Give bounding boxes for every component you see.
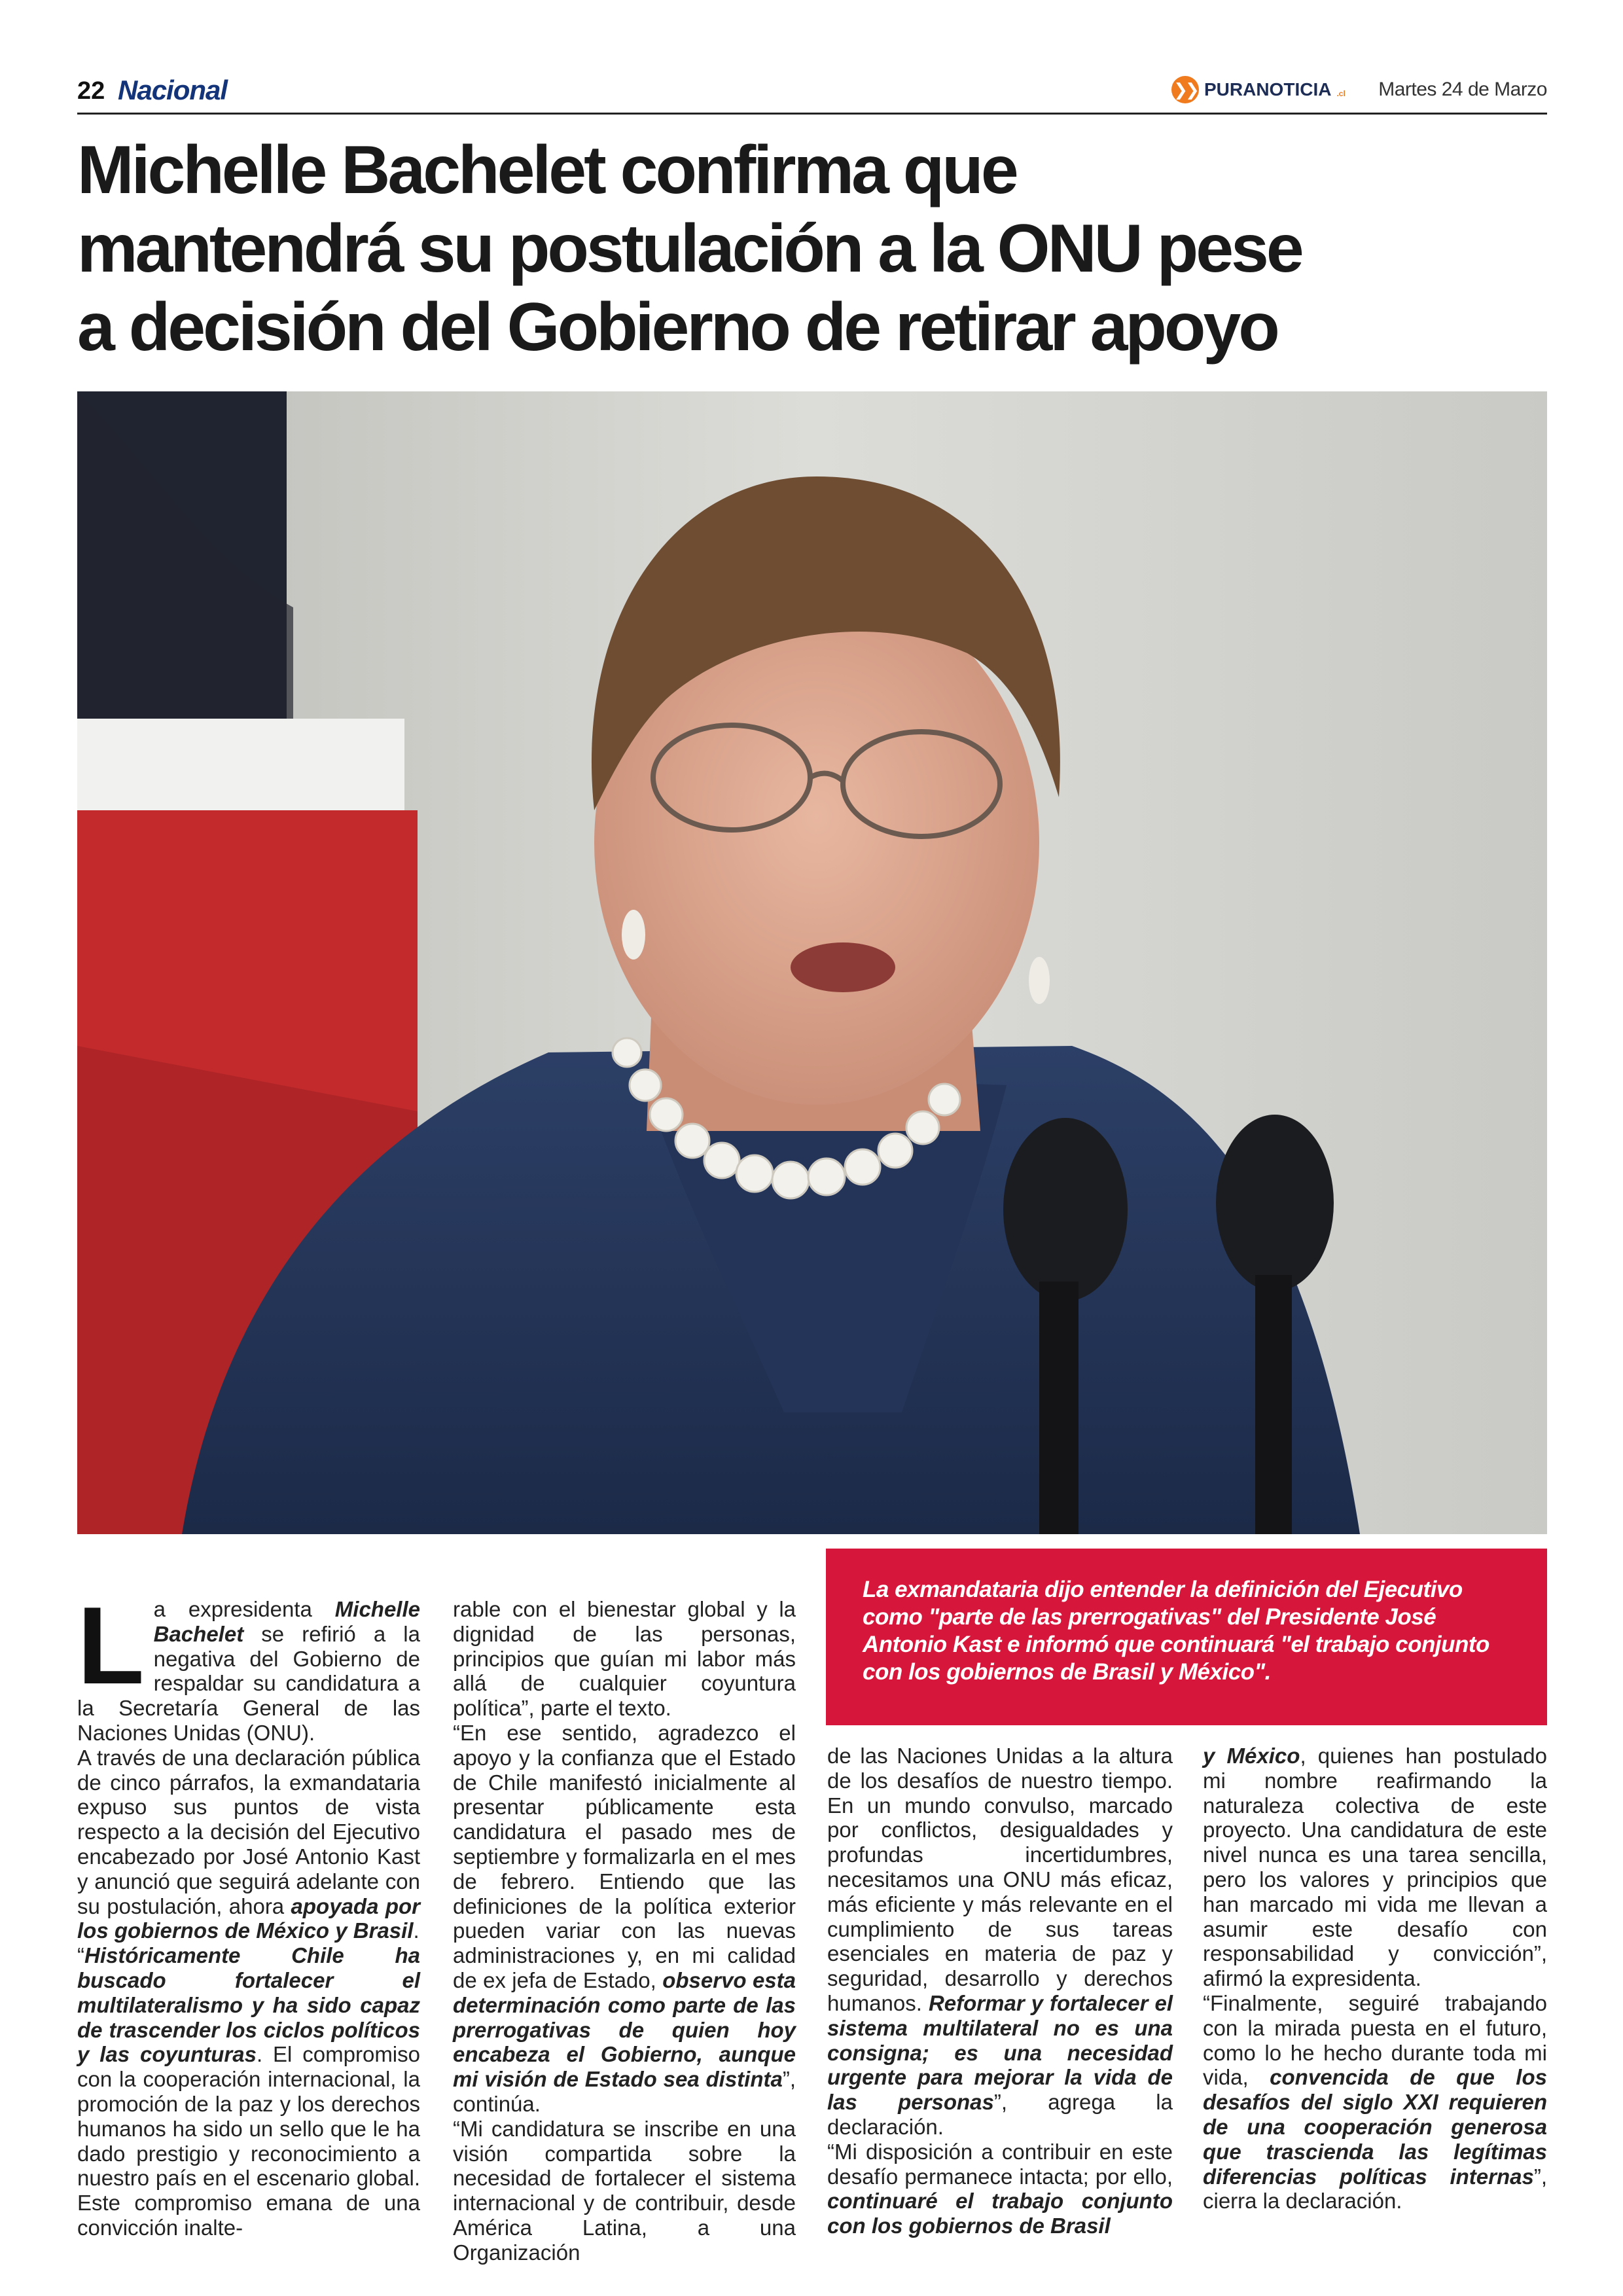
text-run: ”, continúa. xyxy=(453,2067,796,2116)
article-column-4 xyxy=(1203,1744,1547,2214)
header-divider xyxy=(77,113,1547,115)
paragraph xyxy=(827,2140,1173,2238)
text-run-bold: apoyada por los gobiernos de México y Brasil xyxy=(77,1893,420,1943)
text-run: . xyxy=(413,1918,419,1943)
text-run: se refirió a la negativa del Gobierno de respaldar su candidatura a la Secretaría General de las Naciones Unidas (ONU). xyxy=(77,1621,420,1745)
logo-name: PURANOTICIA xyxy=(1204,79,1332,99)
publication-logo[interactable] xyxy=(1171,76,1346,103)
section-title: Nacional xyxy=(118,75,228,105)
headline xyxy=(77,131,1550,367)
text-run-bold: Históricamente Chile ha buscado fortalecer el multilateralismo y ha sido capaz de trascender los ciclos políticos y las coyunturas xyxy=(77,1943,420,2067)
paragraph xyxy=(827,1744,1173,2140)
page-number: 22 xyxy=(77,77,105,105)
headline-line-3: a decisión del Gobierno de retirar apoyo xyxy=(77,289,1277,365)
text-run: . El compromiso con la cooperación internacional, la promoción de la paz y los derechos humanos ha sido un sello que le ha dado prestigio y reconocimiento a nuestro país en el escenario global. Este compromiso emana de una convicción inalte- xyxy=(77,2042,420,2240)
article-column-3 xyxy=(827,1744,1173,2238)
photo-portrait xyxy=(77,391,1547,1534)
text-run: “Mi disposición a contribuir en este desafío permanece intacta; por ello, xyxy=(827,2139,1173,2189)
text-run: a expresidenta xyxy=(153,1597,335,1621)
text-run: “Finalmente, seguiré trabajando con la mirada puesta en el futuro, como lo he hecho durante toda mi vida, xyxy=(1203,1990,1547,2090)
text-run-bold: convencida de que los desafíos del siglo XXI requieren de una cooperación generosa que trascienda las legítimas diferencias políticas internas xyxy=(1203,2065,1547,2189)
text-run-bold: Reformar y fortalecer el sistema multilateral no es una consigna; es una necesidad urgente para mejorar la vida de las personas xyxy=(827,1990,1173,2115)
headline-line-2: mantendrá su postulación a la ONU pese xyxy=(77,211,1302,287)
paragraph xyxy=(453,1597,796,1721)
text-run-bold: y México xyxy=(1203,1744,1300,1768)
text-run-bold: continuaré el trabajo conjunto con los gobiernos de Brasil xyxy=(827,2189,1173,2238)
text-run: de las Naciones Unidas a la altura de los desafíos de nuestro tiempo. En un mundo convulso, marcado por conflictos, desigualdades y profundas incertidumbres, necesitamos una ONU más eficaz, más eficiente y más relevante en el cumplimiento de sus tareas esenciales en materia de paz y seguridad, desarrollo y derechos humanos. xyxy=(827,1744,1173,2015)
text-run: ”, cierra la declaración. xyxy=(1203,2164,1547,2214)
paragraph xyxy=(77,1584,420,1746)
paragraph xyxy=(77,1746,420,1943)
text-run: “ xyxy=(77,1943,84,1968)
text-run: “En ese sentido, agradezco el apoyo y la confianza que el Estado de Chile manifestó inicialmente al presentar públicamente esta candidatura el pasado mes de septiembre y formalizarla en el mes de febrero. Entiendo que las definiciones de la política exterior pueden variar con las nuevas administraciones y, en mi calidad de ex jefa de Estado, xyxy=(453,1720,796,1992)
paragraph xyxy=(453,1721,796,2117)
article-photo xyxy=(77,391,1547,1534)
text-run: rable con el bienestar global y la dignidad de las personas, principios que guían mi labor más allá de cualquier coyuntura política”, parte el texto. xyxy=(453,1597,796,1721)
article-column-1 xyxy=(77,1584,420,2240)
headline-line-1: Michelle Bachelet confirma que xyxy=(77,132,1016,208)
paragraph xyxy=(77,1943,420,2240)
text-run: A través de una declaración pública de cinco párrafos, la exmandataria expuso sus puntos de vista respecto a la decisión del Ejecutivo encabezado por José Antonio Kast y anunció que seguirá adelante con su postulación, ahora xyxy=(77,1745,420,1918)
text-run: ”, agrega la declaración. xyxy=(827,2090,1173,2139)
paragraph xyxy=(1203,1991,1547,2214)
drop-cap: L xyxy=(77,1584,145,1707)
text-run-bold: Michelle Bachelet xyxy=(153,1597,420,1646)
article-column-2 xyxy=(453,1597,796,2265)
text-run: , quienes han postulado mi nombre reafirmando la naturaleza colectiva de este proyecto. Una candidatura de este nivel nunca es una tarea sencilla, pero los valores y principios que han marcado mi vida me llevan a asumir este desafío con responsabilidad y convicción”, afirmó la expresidenta. xyxy=(1203,1744,1547,1991)
text-run-bold: observo esta determinación como parte de las prerrogativas de quien hoy encabeza el Gobierno, aunque mi visión de Estado sea distinta xyxy=(453,1967,796,2092)
logo-tld: .cl xyxy=(1336,89,1346,98)
text-run: “Mi candidatura se inscribe en una visión compartida sobre la necesidad de fortalecer el sistema internacional y de contribuir, desde América Latina, a una Organización xyxy=(453,2116,796,2265)
arrows-icon: ❯❯ xyxy=(1171,76,1199,103)
issue-date: Martes 24 de Marzo xyxy=(1378,79,1547,100)
paragraph xyxy=(453,2117,796,2265)
paragraph xyxy=(1203,1744,1547,1991)
photo-caption: La exmandataria dijo entender la definición del Ejecutivo como "parte de las prerrogativas" del Presidente José Antonio Kast e informó que continuará "el trabajo conjunto con los gobiernos de Brasil y México". xyxy=(826,1549,1547,1725)
